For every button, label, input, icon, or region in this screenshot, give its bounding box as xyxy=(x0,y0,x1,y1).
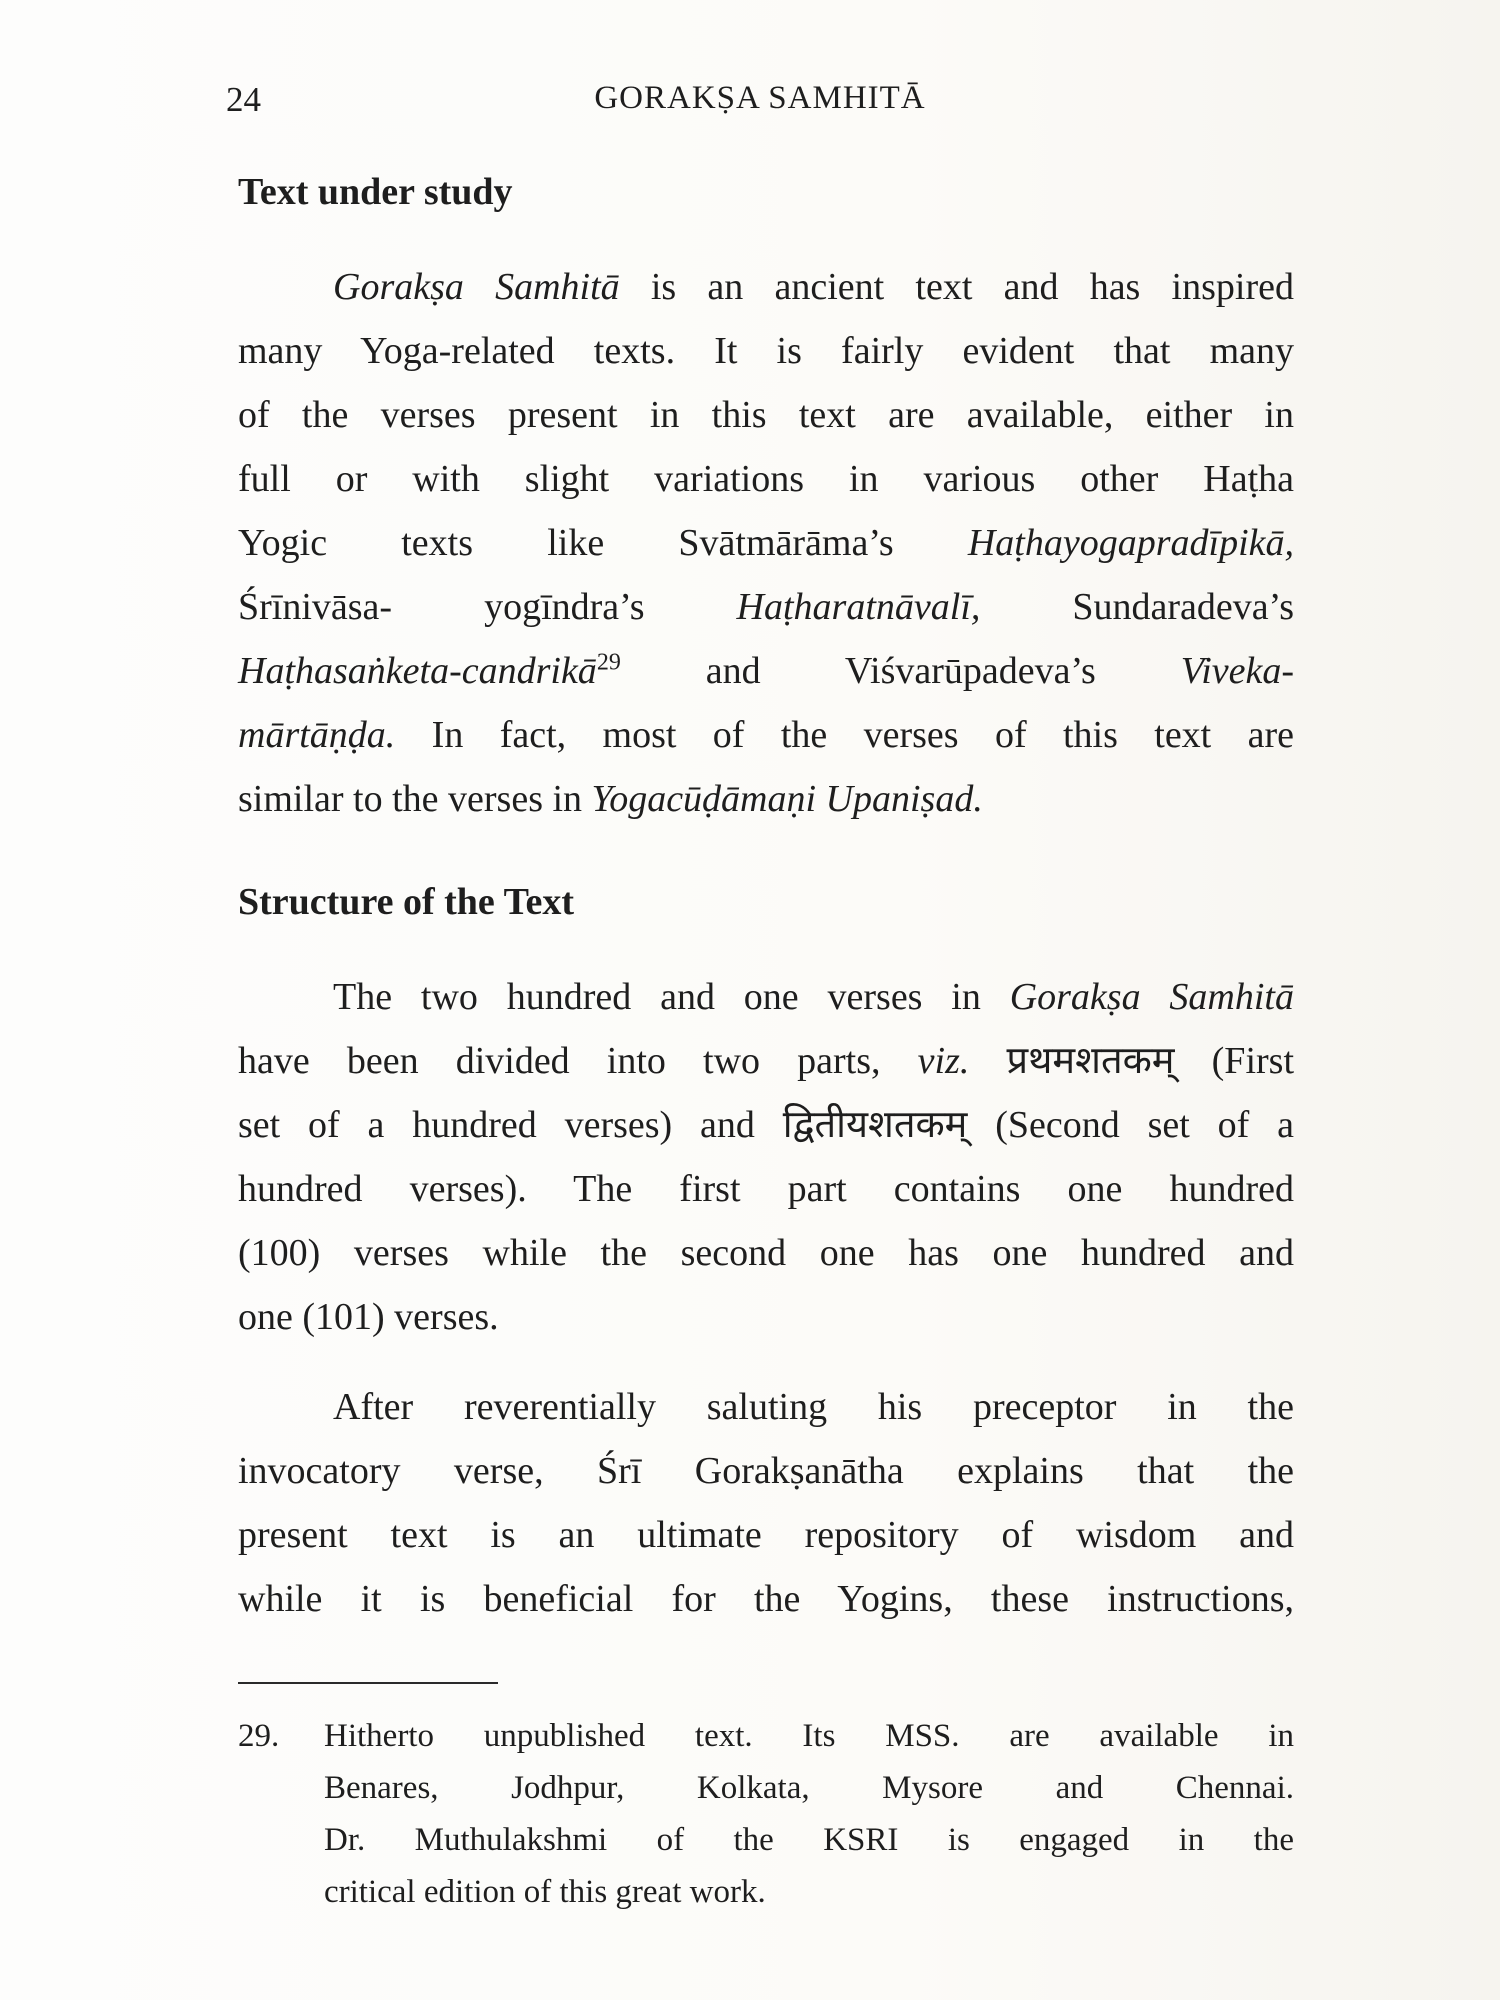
paragraph-line: Haṭhasaṅketa-candrikā$^{29}$ and Viśvarūpadeva’s Viveka- xyxy=(238,649,1294,692)
paragraph-structure xyxy=(238,965,1294,1349)
paragraph-line: full or with slight variations in various other Haṭha xyxy=(238,458,1294,500)
footnote-line: critical edition of this great work. xyxy=(324,1874,766,1910)
paragraph-line: mārtāṇḍa. In fact, most of the verses of this text are xyxy=(238,714,1294,756)
footnote-divider xyxy=(238,1682,498,1684)
running-head xyxy=(226,80,1294,136)
paragraph-invocation xyxy=(238,1375,1294,1631)
running-title: GORAKṢA SAMHITĀ xyxy=(594,80,926,116)
paragraph-line: one (101) verses. xyxy=(238,1296,499,1338)
paragraph-line: hundred verses). The first part contains one hundred xyxy=(238,1168,1294,1210)
footnote-number: 29. xyxy=(238,1718,280,1754)
footnote-ref: 29 xyxy=(596,649,621,676)
paragraph-line: of the verses present in this text are available, either in xyxy=(238,394,1294,436)
footnote-text xyxy=(324,1710,1294,1918)
paragraph-line: present text is an ultimate repository of wisdom and xyxy=(238,1514,1294,1556)
footnote-line: Hitherto unpublished text. Its MSS. are available in xyxy=(324,1718,1294,1754)
paragraph-line: Śrīnivāsa- yogīndra’s Haṭharatnāvalī, Sundaradeva’s xyxy=(238,586,1294,628)
footnote-line: Dr. Muthulakshmi of the KSRI is engaged in the xyxy=(324,1822,1294,1858)
page-number: 24 xyxy=(226,80,261,119)
paragraph-line: many Yoga-related texts. It is fairly evident that many xyxy=(238,330,1294,372)
paragraph-line: while it is beneficial for the Yogins, these instructions, xyxy=(238,1578,1294,1620)
paragraph-line: Gorakṣa Samhitā is an ancient text and has inspired xyxy=(333,266,1294,308)
paragraph-line: (100) verses while the second one has one hundred and xyxy=(238,1232,1294,1274)
paragraph-line: The two hundred and one verses in Gorakṣa Samhitā xyxy=(333,976,1294,1018)
paragraph-line: Yogic texts like Svātmārāma’s Haṭhayogapradīpikā, xyxy=(238,522,1294,564)
paragraph-line: set of a hundred verses) and द्वितीयशतकम् (Second set of a xyxy=(238,1104,1294,1146)
paragraph-line: have been divided into two parts, viz. प्रथमशतकम् (First xyxy=(238,1040,1294,1082)
paragraph-line: invocatory verse, Śrī Gorakṣanātha explains that the xyxy=(238,1450,1294,1492)
section-heading-text-under-study: Text under study xyxy=(238,171,513,213)
section-heading-structure: Structure of the Text xyxy=(238,881,574,923)
paragraph-text-under-study xyxy=(238,255,1294,831)
paragraph-line: similar to the verses in Yogacūḍāmaṇi Upaniṣad. xyxy=(238,778,983,820)
footnote-line: Benares, Jodhpur, Kolkata, Mysore and Chennai. xyxy=(324,1770,1294,1806)
paragraph-line: After reverentially saluting his preceptor in the xyxy=(333,1386,1294,1428)
